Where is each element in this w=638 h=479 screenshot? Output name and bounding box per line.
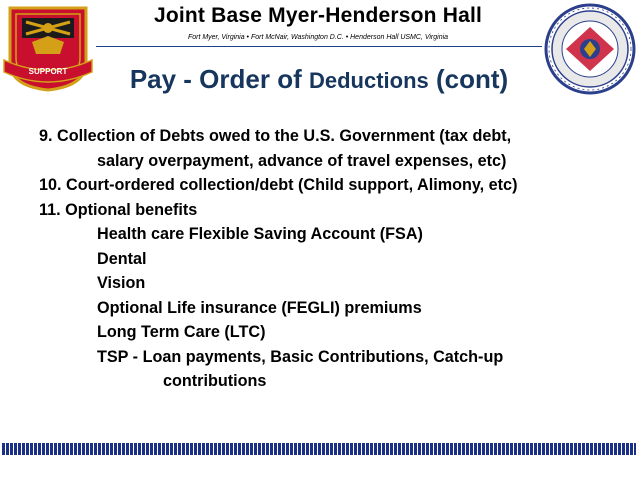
list-item: 9. Collection of Debts owed to the U.S. Government (tax debt, [39, 127, 512, 145]
title-part-1: Pay - Order of [129, 64, 309, 94]
list-item: 10. Court-ordered collection/debt (Child support, Alimony, etc) [39, 176, 518, 194]
organization-locations: Fort Myer, Virginia • Fort McNair, Washington D.C. • Henderson Hall USMC, Virginia [187, 34, 449, 41]
title-part-2: Deductions [308, 68, 429, 93]
list-item: 11. Optional benefits [39, 200, 198, 219]
list-item: Vision [97, 274, 146, 292]
deductions-list [39, 124, 634, 394]
list-item: salary overpayment, advance of travel expenses, etc) [97, 151, 507, 170]
list-item: Dental [97, 249, 147, 268]
footer-band [2, 443, 636, 455]
list-item: Optional Life insurance (FEGLI) premiums [97, 298, 422, 317]
list-item: contributions [163, 372, 267, 390]
list-item: Long Term Care (LTC) [97, 323, 266, 341]
slide-title [0, 64, 638, 95]
organization-name: Joint Base Myer-Henderson Hall [153, 4, 483, 27]
title-part-3: (cont) [428, 64, 509, 94]
emblem-motto: SUPPORT [28, 67, 68, 76]
list-item: Health care Flexible Saving Account (FSA) [97, 225, 423, 243]
list-item: TSP - Loan payments, Basic Contributions, Catch-up [97, 347, 504, 366]
header-divider [96, 46, 542, 47]
